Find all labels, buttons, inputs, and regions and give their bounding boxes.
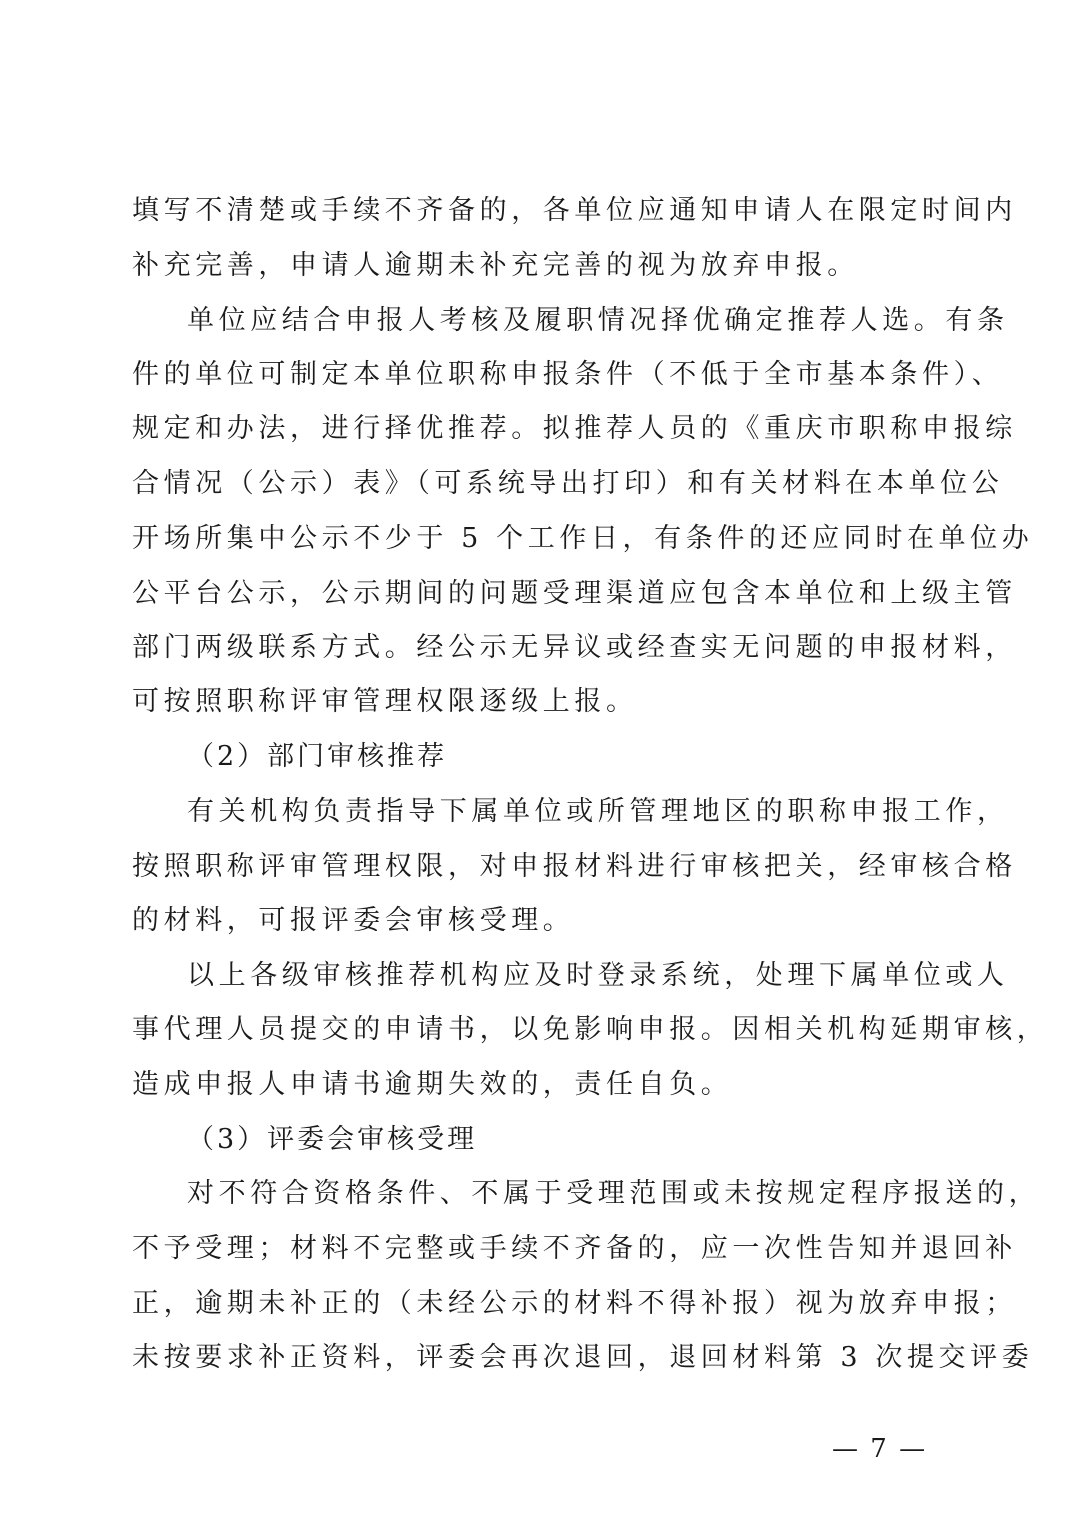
paragraph-line: 合情况（公示）表》（可系统导出打印）和有关材料在本单位公: [132, 468, 1004, 499]
paragraph-line: 的材料，可报评委会审核受理。: [132, 905, 575, 936]
paragraph-line: 部门两级联系方式。经公示无异议或经查实无问题的申报材料，: [132, 632, 1017, 663]
paragraph-line: 可按照职称评审管理权限逐级上报。: [132, 686, 638, 717]
section-heading: （3）评委会审核受理: [187, 1124, 478, 1155]
paragraph-line: 件的单位可制定本单位职称申报条件（不低于全市基本条件）、: [132, 359, 1004, 390]
paragraph-line: 正，逾期未补正的（未经公示的材料不得补报）视为放弃申报；: [132, 1288, 1017, 1319]
section-heading: （2）部门审核推荐: [187, 741, 448, 772]
paragraph-line: 以上各级审核推荐机构应及时登录系统，处理下属单位或人: [187, 960, 1009, 991]
paragraph-line: 按照职称评审管理权限，对申报材料进行审核把关，经审核合格: [132, 851, 1017, 882]
paragraph-line: 不予受理；材料不完整或手续不齐备的，应一次性告知并退回补: [132, 1233, 1017, 1264]
paragraph-line: 未按要求补正资料，评委会再次退回，退回材料第 3 次提交评委: [132, 1342, 1034, 1373]
paragraph-line: 造成申报人申请书逾期失效的，责任自负。: [132, 1069, 733, 1100]
paragraph-line: 对不符合资格条件、不属于受理范围或未按规定程序报送的，: [187, 1178, 1041, 1209]
paragraph-line: 事代理人员提交的申请书，以免影响申报。因相关机构延期审核，: [132, 1014, 1049, 1045]
paragraph-line: 规定和办法，进行择优推荐。拟推荐人员的《重庆市职称申报综: [132, 413, 1017, 444]
paragraph-line: 开场所集中公示不少于 5 个工作日，有条件的还应同时在单位办: [132, 523, 1034, 554]
paragraph-line: 有关机构负责指导下属单位或所管理地区的职称申报工作，: [187, 796, 1009, 827]
paragraph-line: 公平台公示，公示期间的问题受理渠道应包含本单位和上级主管: [132, 578, 1017, 609]
paragraph-line: 补充完善，申请人逾期未补充完善的视为放弃申报。: [132, 250, 859, 281]
paragraph-line: 单位应结合申报人考核及履职情况择优确定推荐人选。有条: [187, 305, 1009, 336]
paragraph-line: 填写不清楚或手续不齐备的，各单位应通知申请人在限定时间内: [132, 195, 1017, 226]
page-number: — 7 —: [832, 1434, 928, 1464]
